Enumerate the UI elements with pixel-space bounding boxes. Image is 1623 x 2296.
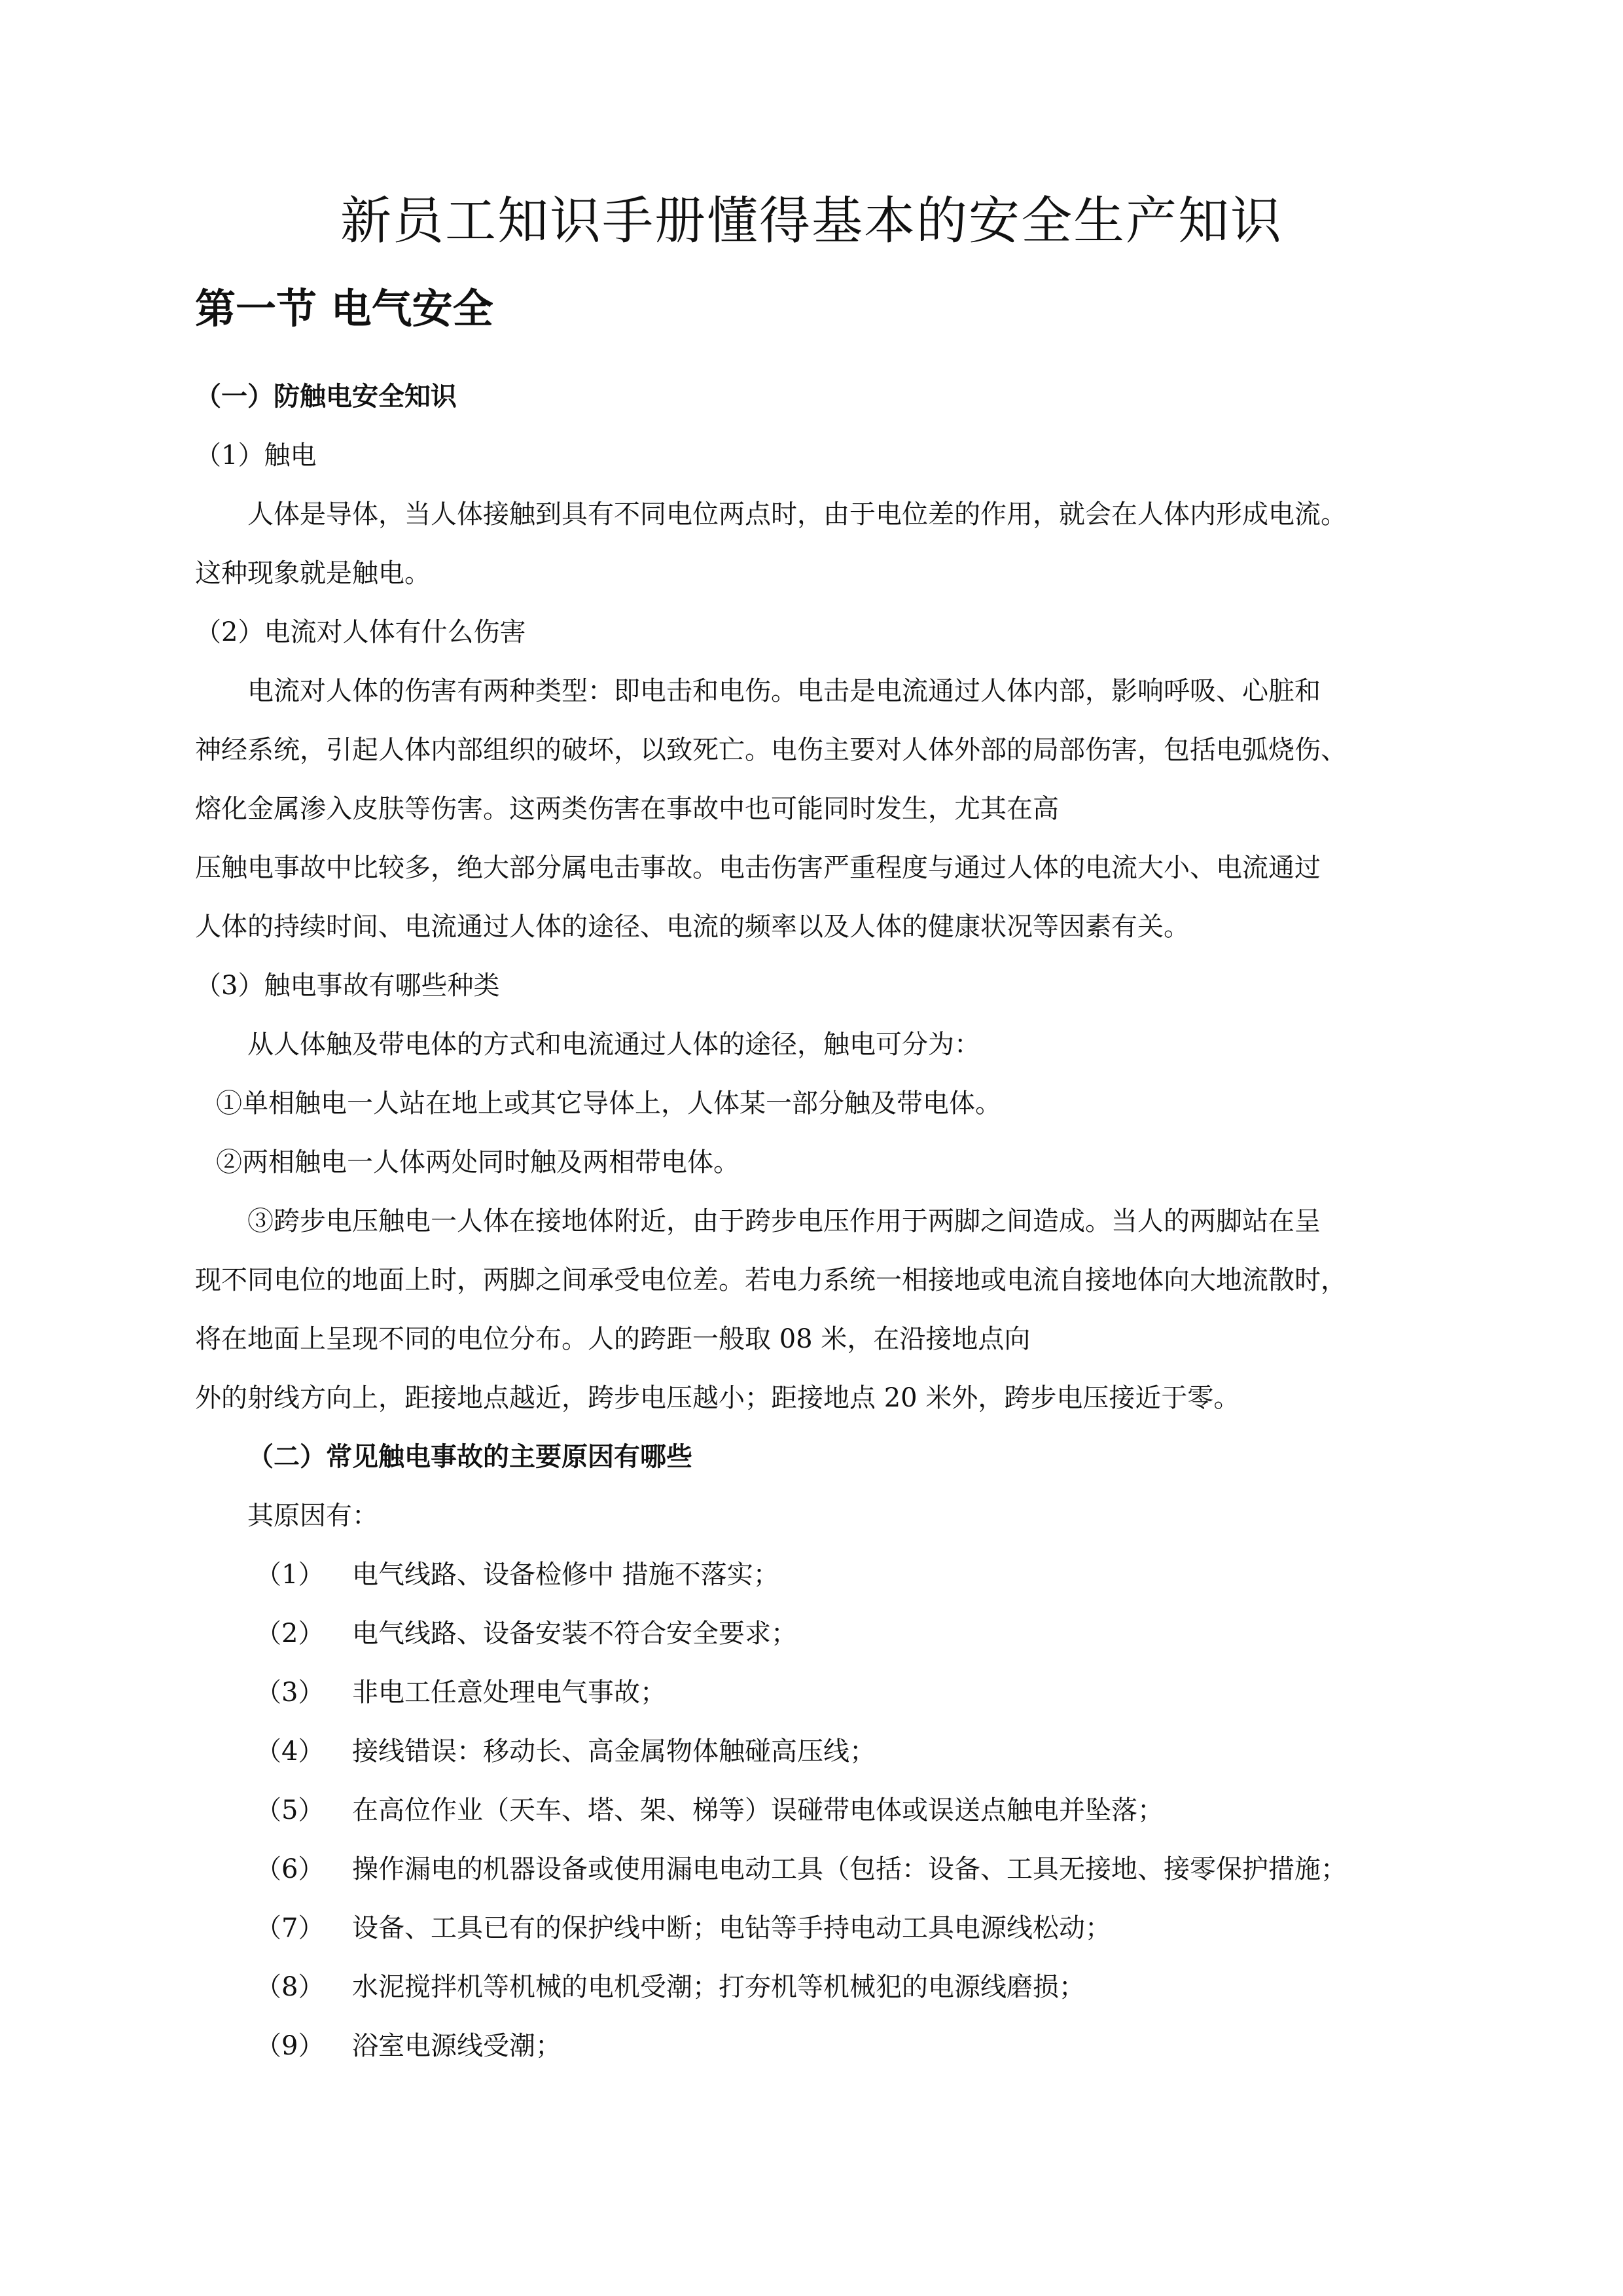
list-item-number: （7） [255, 1913, 325, 1943]
list-item-number: （5） [255, 1795, 325, 1825]
subheading-causes: （二）常见触电事故的主要原因有哪些 [247, 1441, 692, 1472]
list-item [255, 1851, 1347, 1888]
paragraph-line: 神经系统，引起人体内部组织的破坏，以致死亡。电伤主要对人体外部的局部伤害，包括电弧烧伤、 [195, 735, 1347, 765]
list-item [255, 2028, 562, 2064]
list-item: ②两相触电一人体两处同时触及两相带电体。 [216, 1147, 740, 1177]
list-item-number: （1） [255, 1560, 325, 1590]
paragraph-line: 电流对人体的伤害有两种类型：即电击和电伤。电击是电流通过人体内部，影响呼吸、心脏和 [247, 676, 1321, 706]
list-item-text: 电气线路、设备安装不符合安全要求； [352, 1619, 797, 1649]
list-item-number: （4） [255, 1736, 325, 1767]
list-item-text: 水泥搅拌机等机械的电机受潮；打夯机等机械犯的电源线磨损； [352, 1972, 1085, 2002]
list-item-text: 非电工任意处理电气事故； [352, 1677, 666, 1708]
paragraph-line: 将在地面上呈现不同的电位分布。人的跨距一般取 08 米，在沿接地点向 [195, 1324, 1031, 1354]
list-item-text: 电气线路、设备检修中 措施不落实； [352, 1560, 779, 1590]
paragraph-line: 压触电事故中比较多，绝大部分属电击事故。电击伤害严重程度与通过人体的电流大小、电流通过 [195, 853, 1321, 883]
document-title: 新员工知识手册懂得基本的安全生产知识 [340, 192, 1283, 251]
list-item [255, 1556, 779, 1593]
list-item [255, 1733, 876, 1770]
list-item-text: 浴室电源线受潮； [352, 2031, 562, 2061]
list-item [255, 1792, 1164, 1829]
list-item-number: （6） [255, 1854, 325, 1884]
list-item [255, 1969, 1085, 2005]
paragraph-line: 从人体触及带电体的方式和电流通过人体的途径，触电可分为： [247, 1030, 980, 1060]
paragraph-line: 这种现象就是触电。 [195, 558, 431, 588]
list-item: ③跨步电压触电一人体在接地体附近，由于跨步电压作用于两脚之间造成。当人的两脚站在呈 [247, 1206, 1321, 1236]
list-item-number: （9） [255, 2031, 325, 2061]
list-item: ①单相触电一人站在地上或其它导体上，人体某一部分触及带电体。 [216, 1088, 1001, 1119]
paragraph-line: 人体是导体，当人体接触到具有不同电位两点时，由于电位差的作用，就会在人体内形成电流。 [247, 499, 1347, 529]
list-item-text: 接线错误：移动长、高金属物体触碰高压线； [352, 1736, 876, 1767]
list-item-text: 操作漏电的机器设备或使用漏电电动工具（包括：设备、工具无接地、接零保护措施； [352, 1854, 1347, 1884]
question-heading-types: （3）触电事故有哪些种类 [195, 971, 500, 1001]
section-title: 第一节 电气安全 [195, 285, 493, 332]
list-item [255, 1910, 1111, 1946]
paragraph-line: 人体的持续时间、电流通过人体的途径、电流的频率以及人体的健康状况等因素有关。 [195, 912, 1190, 942]
list-item-number: （8） [255, 1972, 325, 2002]
list-item-number: （2） [255, 1619, 325, 1649]
subheading-anti-shock: （一）防触电安全知识 [195, 381, 457, 412]
list-item [255, 1615, 797, 1652]
list-item-number: （3） [255, 1677, 325, 1708]
causes-intro: 其原因有： [247, 1501, 378, 1531]
paragraph-line: 现不同电位的地面上时，两脚之间承受电位差。若电力系统一相接地或电流自接地体向大地流散时， [195, 1265, 1347, 1295]
list-item-text: 设备、工具已有的保护线中断；电钻等手持电动工具电源线松动； [352, 1913, 1111, 1943]
list-item [255, 1674, 666, 1711]
question-heading-harm: （2）电流对人体有什么伤害 [195, 617, 526, 647]
paragraph-line: 外的射线方向上，距接地点越近，跨步电压越小；距接地点 20 米外，跨步电压接近于零。 [195, 1383, 1240, 1413]
list-item-text: 在高位作业（天车、塔、架、梯等）误碰带电体或误送点触电并坠落； [352, 1795, 1164, 1825]
question-heading-shock: （1）触电 [195, 440, 317, 471]
paragraph-line: 熔化金属渗入皮肤等伤害。这两类伤害在事故中也可能同时发生，尤其在高 [195, 794, 1059, 824]
